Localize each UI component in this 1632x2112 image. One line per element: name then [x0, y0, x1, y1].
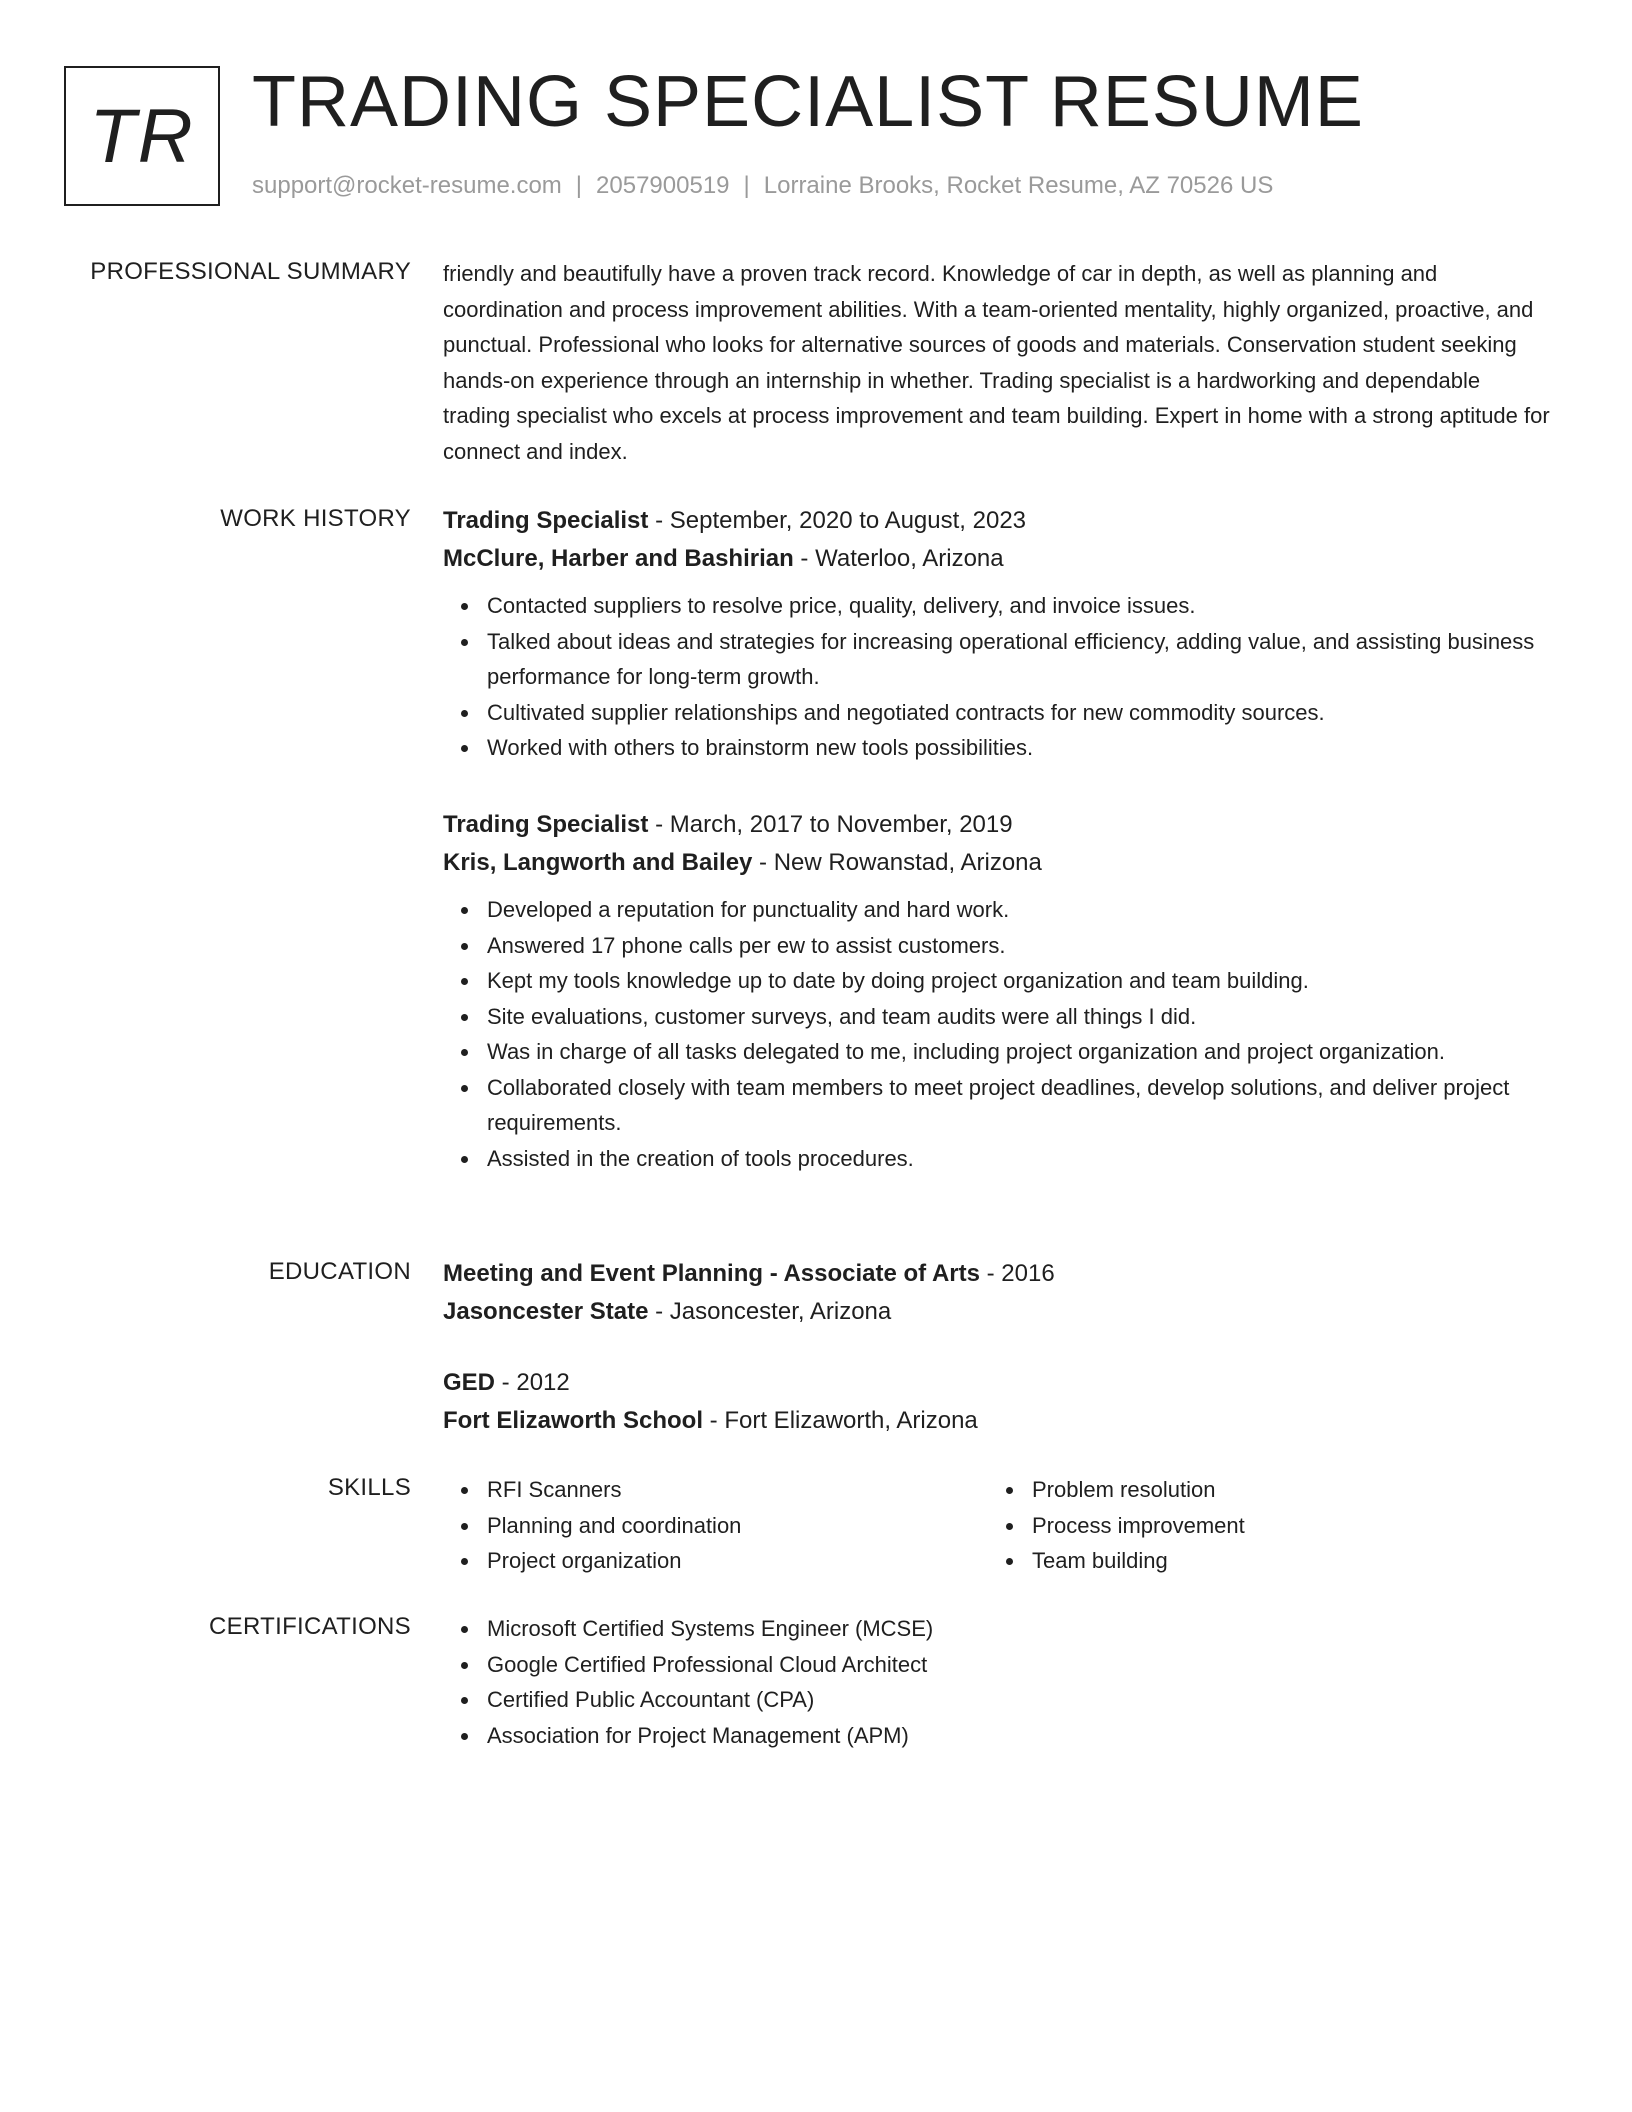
school-name: Fort Elizaworth School	[443, 1407, 704, 1434]
job-company-line	[443, 844, 1553, 882]
monogram-box	[64, 66, 220, 206]
job-bullets	[443, 892, 1553, 1176]
summary-heading: PROFESSIONAL SUMMARY	[90, 258, 411, 285]
job-bullet: Was in charge of all tasks delegated to me, including project organization and project organization.	[443, 1034, 1553, 1070]
certification-item: Microsoft Certified Systems Engineer (MCSE)	[443, 1611, 1553, 1647]
degree-year: - 2016	[979, 1260, 1055, 1287]
skill-item: Problem resolution	[988, 1472, 1533, 1508]
school-name: Jasoncester State	[443, 1298, 649, 1325]
job-title-line	[443, 502, 1553, 540]
job-bullet: Site evaluations, customer surveys, and team audits were all things I did.	[443, 999, 1553, 1035]
job-location: - Waterloo, Arizona	[793, 545, 1004, 572]
school-line	[443, 1293, 1553, 1331]
summary-section	[443, 256, 1553, 469]
job-bullet: Talked about ideas and strategies for increasing operational efficiency, adding value, and assisting business performance for long-term growth.	[443, 624, 1553, 695]
work-history-heading: WORK HISTORY	[220, 505, 411, 532]
certifications-heading: CERTIFICATIONS	[209, 1613, 411, 1640]
school-location: - Jasoncester, Arizona	[648, 1298, 892, 1325]
skills-grid	[443, 1472, 1553, 1579]
contact-address: Lorraine Brooks, Rocket Resume, AZ 70526 US	[763, 172, 1274, 199]
skills-heading: SKILLS	[327, 1474, 411, 1501]
education-heading: EDUCATION	[268, 1258, 411, 1285]
job-company: Kris, Langworth and Bailey	[443, 849, 753, 876]
education-entry	[443, 1255, 1553, 1331]
certifications-section	[443, 1611, 1553, 1753]
contact-email: support@rocket-resume.com	[252, 172, 562, 199]
resume-title: TRADING SPECIALIST RESUME	[252, 62, 1364, 142]
degree-line	[443, 1364, 1553, 1402]
certification-item: Google Certified Professional Cloud Architect	[443, 1647, 1553, 1683]
job-entry	[443, 806, 1553, 1176]
degree-name: Meeting and Event Planning - Associate of Arts	[443, 1260, 980, 1287]
job-bullet: Assisted in the creation of tools procedures.	[443, 1141, 1553, 1177]
skill-item: Planning and coordination	[443, 1508, 988, 1544]
job-bullet: Collaborated closely with team members to meet project deadlines, develop solutions, and deliver project requirements.	[443, 1070, 1553, 1141]
contact-line	[252, 172, 1273, 200]
job-company: McClure, Harber and Bashirian	[443, 545, 794, 572]
monogram-initials: TR	[89, 93, 195, 179]
job-bullets	[443, 588, 1553, 766]
job-bullet: Worked with others to brainstorm new tools possibilities.	[443, 730, 1553, 766]
job-location: - New Rowanstad, Arizona	[752, 849, 1042, 876]
job-bullet: Kept my tools knowledge up to date by doing project organization and team building.	[443, 963, 1553, 999]
degree-year: - 2012	[495, 1369, 570, 1396]
contact-separator: |	[743, 172, 750, 199]
job-bullet: Answered 17 phone calls per ew to assist customers.	[443, 928, 1553, 964]
job-entry	[443, 502, 1553, 766]
skills-column-left	[443, 1472, 988, 1579]
job-dates: - March, 2017 to November, 2019	[648, 811, 1013, 838]
job-title: Trading Specialist	[443, 811, 649, 838]
school-line	[443, 1402, 1553, 1440]
certifications-list	[443, 1611, 1553, 1753]
education-entry	[443, 1364, 1553, 1440]
job-bullet: Cultivated supplier relationships and negotiated contracts for new commodity sources.	[443, 695, 1553, 731]
school-location: - Fort Elizaworth, Arizona	[703, 1407, 978, 1434]
certification-item: Association for Project Management (APM)	[443, 1718, 1553, 1754]
skill-item: Team building	[988, 1543, 1533, 1579]
job-dates: - September, 2020 to August, 2023	[648, 507, 1027, 534]
job-bullet: Developed a reputation for punctuality and hard work.	[443, 892, 1553, 928]
job-bullet: Contacted suppliers to resolve price, quality, delivery, and invoice issues.	[443, 588, 1553, 624]
contact-phone: 2057900519	[596, 172, 730, 199]
job-title-line	[443, 806, 1553, 844]
skills-section	[443, 1472, 1553, 1579]
contact-separator: |	[575, 172, 583, 199]
skill-item: RFI Scanners	[443, 1472, 988, 1508]
degree-line	[443, 1255, 1553, 1293]
job-title: Trading Specialist	[443, 507, 649, 534]
job-company-line	[443, 540, 1553, 578]
skill-item: Process improvement	[988, 1508, 1533, 1544]
skills-column-right	[988, 1472, 1533, 1579]
skill-item: Project organization	[443, 1543, 988, 1579]
summary-text: friendly and beautifully have a proven track record. Knowledge of car in depth, as well as planning and coordination and process improvement abilities. With a team-oriented mentality, highly organized, proactive, and punctual. Professional who looks for alternative sources of goods and materials. Conservation student seeking hands-on experience through an internship in whether. Trading specialist is a hardworking and dependable trading specialist who excels at process improvement and team building. Expert in home with a strong aptitude for connect and index.	[443, 261, 1550, 464]
degree-name: GED	[443, 1369, 496, 1396]
certification-item: Certified Public Accountant (CPA)	[443, 1682, 1553, 1718]
